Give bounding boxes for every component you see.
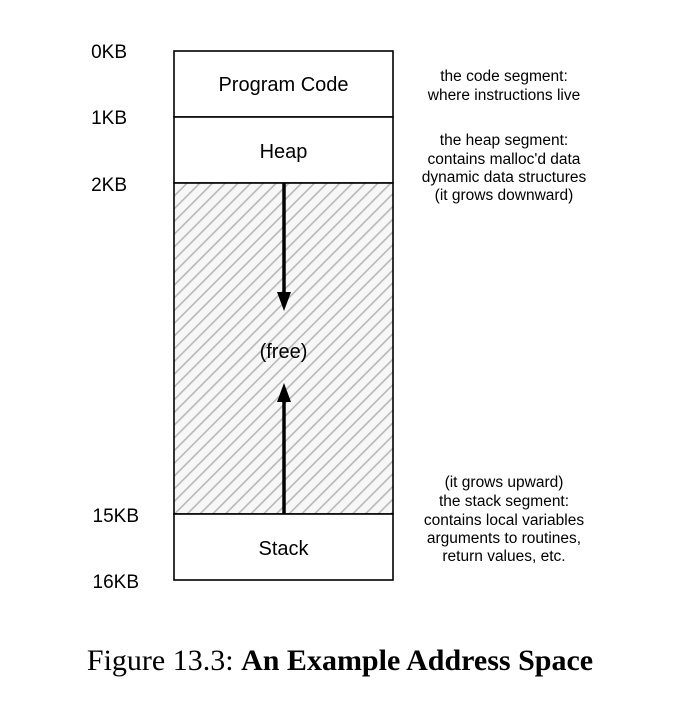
note-line: (it grows upward) xyxy=(444,474,564,491)
stack-segment-note xyxy=(424,474,585,565)
note-line: contains malloc'd data xyxy=(427,151,581,168)
note-line: (it grows downward) xyxy=(434,187,574,204)
code-segment-label: Program Code xyxy=(218,74,349,96)
address-label-15kb: 15KB xyxy=(92,506,139,527)
note-line: dynamic data structures xyxy=(421,169,587,186)
stack-segment-label: Stack xyxy=(258,538,309,560)
heap-segment-note xyxy=(422,132,587,204)
heap-segment-label: Heap xyxy=(259,141,308,163)
note-line: contains local variables xyxy=(423,512,585,529)
address-label-0kb: 0KB xyxy=(91,42,127,63)
address-label-16kb: 16KB xyxy=(92,572,139,593)
address-label-2kb: 2KB xyxy=(91,175,127,196)
note-line: return values, etc. xyxy=(442,548,566,565)
code-segment xyxy=(174,51,393,117)
address-label-1kb: 1KB xyxy=(91,108,127,129)
note-line: the heap segment: xyxy=(439,132,569,149)
figure-title: An Example Address Space xyxy=(241,644,594,677)
heap-segment xyxy=(174,117,393,183)
figure-caption xyxy=(0,644,680,678)
stack-segment xyxy=(174,514,393,580)
figure-number: Figure 13.3: xyxy=(86,644,234,677)
note-line: the stack segment: xyxy=(438,493,570,510)
code-segment-note xyxy=(427,68,580,104)
note-line: where instructions live xyxy=(427,87,581,104)
note-line: the code segment: xyxy=(440,68,568,85)
free-region-label: (free) xyxy=(259,341,308,363)
note-line: arguments to routines, xyxy=(426,530,582,547)
